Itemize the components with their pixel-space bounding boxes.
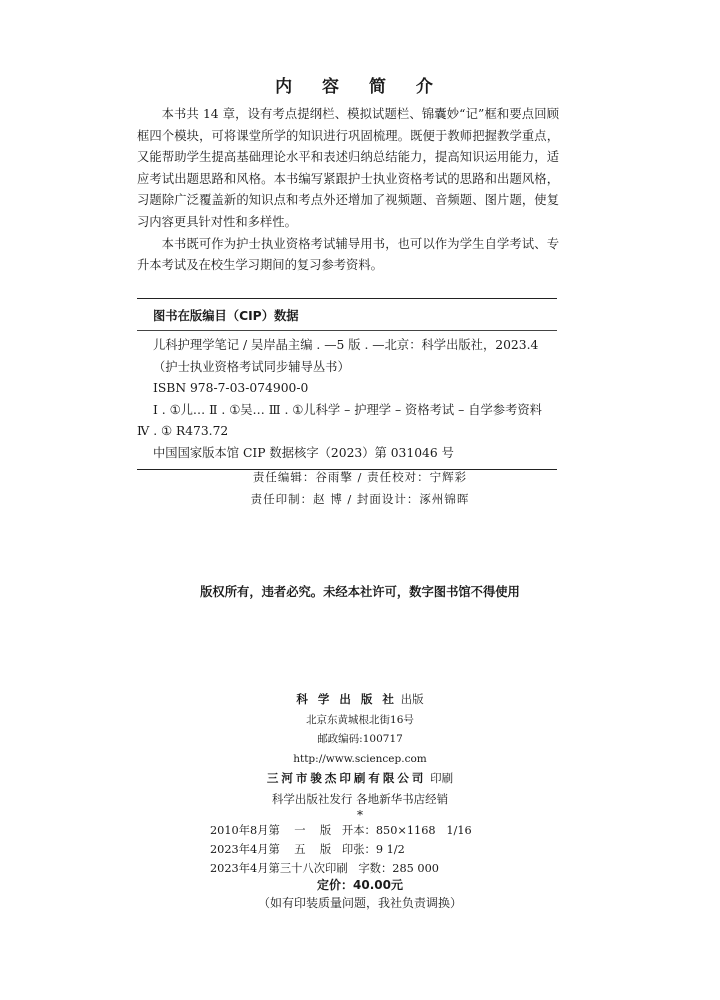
edition-line-1: 2010年8月第 一 版 开本：850×1168 1/16 <box>210 824 472 837</box>
separator-asterisk: * <box>357 808 363 822</box>
editorial-credits <box>0 466 720 510</box>
publisher-postcode: 邮政编码:100717 <box>317 733 403 745</box>
cip-heading: 图书在版编目（CIP）数据 <box>137 299 557 331</box>
copyright-notice: 版权所有，违者必究。未经本社许可，数字图书馆不得使用 <box>200 585 520 599</box>
publisher-url: http://www.sciencep.com <box>293 752 427 765</box>
publisher-address: 北京东黄城根北街16号 <box>306 713 414 726</box>
summary-text <box>137 104 559 277</box>
page-title: 内 容 简 介 <box>275 77 445 97</box>
cip-block <box>137 298 557 470</box>
edition-line-2: 2023年4月第 五 版 印张：9 1/2 <box>210 843 405 856</box>
printer-name: 三河市骏杰印刷有限公司 <box>266 771 427 785</box>
cip-isbn-line: ISBN 978-7-03-074900-0 <box>153 381 309 395</box>
publisher-name: 科 学 出 版 社 <box>296 692 397 706</box>
quality-notice: （如有印装质量问题，我社负责调换） <box>257 896 462 910</box>
publisher-suffix: 出版 <box>396 692 424 706</box>
cip-body <box>137 331 557 469</box>
summary-paragraph-2: 本书既可作为护士执业资格考试辅导用书，也可以作为学生自学考试、专升本考试及在校生学习期间的复习参考资料。 <box>137 236 559 273</box>
summary-paragraph-1: 本书共 14 章，设有考点提纲栏、模拟试题栏、锦囊妙“记”框和要点回顾框四个模块，可将课堂所学的知识进行巩固梳理。既便于教师把握教学重点，又能帮助学生提高基础理论水平和表述归纳总结能力，提高知识运用能力，适应考试出题思路和风格。本书编写紧跟护士执业资格考试的思路和出题风格，习题除广泛覆盖新的知识点和考点外还增加了视频题、音频题、图片题，使复习内容更具针对性和多样性。 <box>137 107 559 229</box>
printer-suffix: 印刷 <box>426 771 454 785</box>
edition-info <box>210 821 520 878</box>
printer-line <box>0 769 720 790</box>
cip-series-line: （护士执业资格考试同步辅导丛书） <box>153 359 350 374</box>
cip-title-line: 儿科护理学笔记 / 吴岸晶主编 . —5 版 . —北京：科学出版社，2023.4 <box>153 338 539 352</box>
credits-line-1: 责任编辑：谷雨擎 / 责任校对：宁辉彩 <box>252 470 468 484</box>
edition-line-3: 2023年4月第三十八次印刷 字数：285 000 <box>210 862 439 875</box>
cip-classification-line: Ⅰ . ①儿… Ⅱ . ①吴… Ⅲ . ①儿科学 – 护理学 – 资格考试 – 自学参考资料 Ⅳ . ① R473.72 <box>137 402 542 438</box>
price-label: 定价：40.00元 <box>317 878 403 892</box>
publisher-line <box>0 690 720 711</box>
distribution-line: 科学出版社发行 各地新华书店经销 <box>271 791 449 806</box>
imprint-block <box>0 690 720 821</box>
cip-record-number: 中国国家版本馆 CIP 数据核字（2023）第 031046 号 <box>153 445 454 460</box>
credits-line-2: 责任印制：赵 博 / 封面设计：涿州锦晖 <box>250 492 470 506</box>
